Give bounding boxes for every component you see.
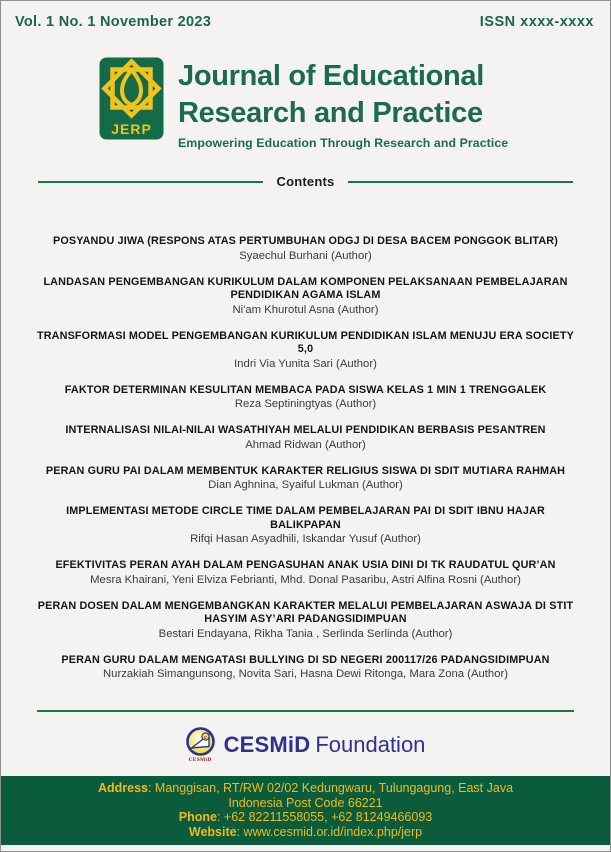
article-authors: Reza Septiningtyas (Author)	[234, 398, 377, 410]
svg-text:c: c	[203, 734, 207, 741]
footer-website-text: : www.cesmid.or.id/index.php/jerp	[236, 824, 423, 839]
article-title: EFEKTIVITAS PERAN AYAH DALAM PENGASUHAN ANAK USIA DINI DI TK RAUDATUL QUR’AN	[55, 559, 556, 571]
divider-line-right	[348, 181, 573, 183]
cesmid-logo-caption: CESMiD	[188, 757, 212, 763]
article-title: LANDASAN PENGEMBANGAN KURIKULUM DALAM KOMPONEN PELAKSANAAN PEMBELAJARAN PENDIDIKAN AGAMA ISLAM	[43, 275, 568, 301]
volume-issue-date: Vol. 1 No. 1 November 2023	[15, 14, 212, 30]
footer-phone-text: : +62 82211558055, +62 81249466093	[216, 810, 433, 824]
svg-text:JERP: JERP	[111, 121, 152, 137]
article-authors: Syaechul Burhani (Author)	[239, 249, 372, 262]
journal-title-block	[178, 56, 508, 150]
toc-entry	[31, 424, 580, 452]
masthead	[98, 56, 610, 150]
article-authors: Bestari Endayana, Rikha Tania , Serlinda Serlinda (Author)	[158, 627, 453, 640]
article-authors: Dian Aghnina, Syaiful Lukman (Author)	[208, 479, 403, 491]
journal-title-line2: Research and Practice	[178, 97, 483, 129]
article-title: PERAN GURU PAI DALAM MEMBENTUK KARAKTER RELIGIUS SISWA DI SDIT MUTIARA RAHMAH	[45, 464, 566, 477]
article-title: IMPLEMENTASI METODE CIRCLE TIME DALAM PEMBELAJARAN PAI DI SDIT IBNU HAJAR BALIKPAPAN	[66, 505, 545, 531]
toc-entry	[31, 505, 580, 546]
footer-divider-line	[37, 710, 574, 712]
contents-divider	[38, 174, 573, 189]
footer-phone-label: Phone	[178, 810, 217, 824]
toc-entry	[31, 330, 580, 371]
footer-address-line	[11, 781, 600, 796]
toc-entry	[31, 465, 580, 493]
article-authors: Nurzakiah Simangunsong, Novita Sari, Hasna Dewi Ritonga, Mara Zona (Author)	[103, 668, 508, 680]
issn-number: ISSN xxxx-xxxx	[479, 14, 594, 30]
article-authors: Mesra Khairani, Yeni Elviza Febrianti, Mhd. Donal Pasaribu, Astri Alfina Rosni (Author)	[90, 573, 521, 586]
footer-phone-line	[11, 810, 600, 825]
article-authors: Rifqi Hasan Asyadhili, Iskandar Yusuf (Author)	[190, 533, 421, 545]
footer-address-text: : Manggisan, RT/RW 02/02 Kedungwaru, Tulungagung, East Java	[147, 781, 514, 795]
article-title: TRANSFORMASI MODEL PENGEMBANGAN KURIKULUM PENDIDIKAN ISLAM MENUJU ERA SOCIETY 5,0	[36, 329, 574, 355]
article-authors: Ahmad Ridwan (Author)	[245, 438, 366, 451]
footer-website-line	[11, 825, 600, 840]
toc-entry	[31, 276, 580, 317]
footer-website-label: Website	[188, 824, 237, 839]
article-title: PERAN DOSEN DALAM MENGEMBANGKAN KARAKTER MELALUI PEMBELAJARAN ASWAJA DI STIT HASYIM ASY’ARI PADANGSIDIMPUAN	[37, 599, 574, 625]
jerp-journal-logo-icon	[98, 56, 165, 141]
toc-entry	[31, 600, 580, 641]
toc-entry	[31, 559, 580, 587]
toc-entry	[31, 654, 580, 682]
journal-title-line1: Journal of Educational	[178, 60, 484, 92]
contents-heading: Contents	[276, 174, 335, 189]
article-title: POSYANDU JIWA (RESPONS ATAS PERTUMBUHAN ODGJ DI DESA BACEM PONGGOK BLITAR)	[53, 235, 558, 247]
footer-address-line2: Indonesia Post Code 66221	[228, 795, 383, 810]
publisher-block	[1, 722, 610, 768]
publisher-name-cesmid: CESMiD	[223, 732, 311, 757]
article-title: PERAN GURU DALAM MENGATASI BULLYING DI SD NEGERI 200117/26 PADANGSIDIMPUAN	[61, 653, 550, 666]
footer-contact-bar	[1, 776, 610, 845]
toc-entry	[31, 384, 580, 412]
article-title: INTERNALISASI NILAI-NILAI WASATHIYAH MELALUI PENDIDIKAN BERBASIS PESANTREN	[65, 424, 546, 436]
article-authors: Ni'am Khurotul Asna (Author)	[232, 303, 379, 316]
journal-title	[178, 58, 508, 132]
article-title: FAKTOR DETERMINAN KESULITAN MEMBACA PADA SISWA KELAS 1 MIN 1 TRENGGALEK	[64, 383, 547, 396]
table-of-contents	[1, 235, 610, 681]
journal-tagline: Empowering Education Through Research and Practice	[178, 136, 509, 150]
toc-entry	[31, 235, 580, 263]
divider-line-left	[38, 181, 263, 183]
cesmid-logo-icon	[186, 727, 215, 763]
article-authors: Indri Via Yunita Sari (Author)	[234, 357, 377, 370]
top-bar	[1, 1, 610, 30]
footer-address-label: Address	[97, 781, 148, 795]
publisher-name	[224, 732, 426, 758]
publisher-name-foundation: Foundation	[315, 732, 426, 757]
